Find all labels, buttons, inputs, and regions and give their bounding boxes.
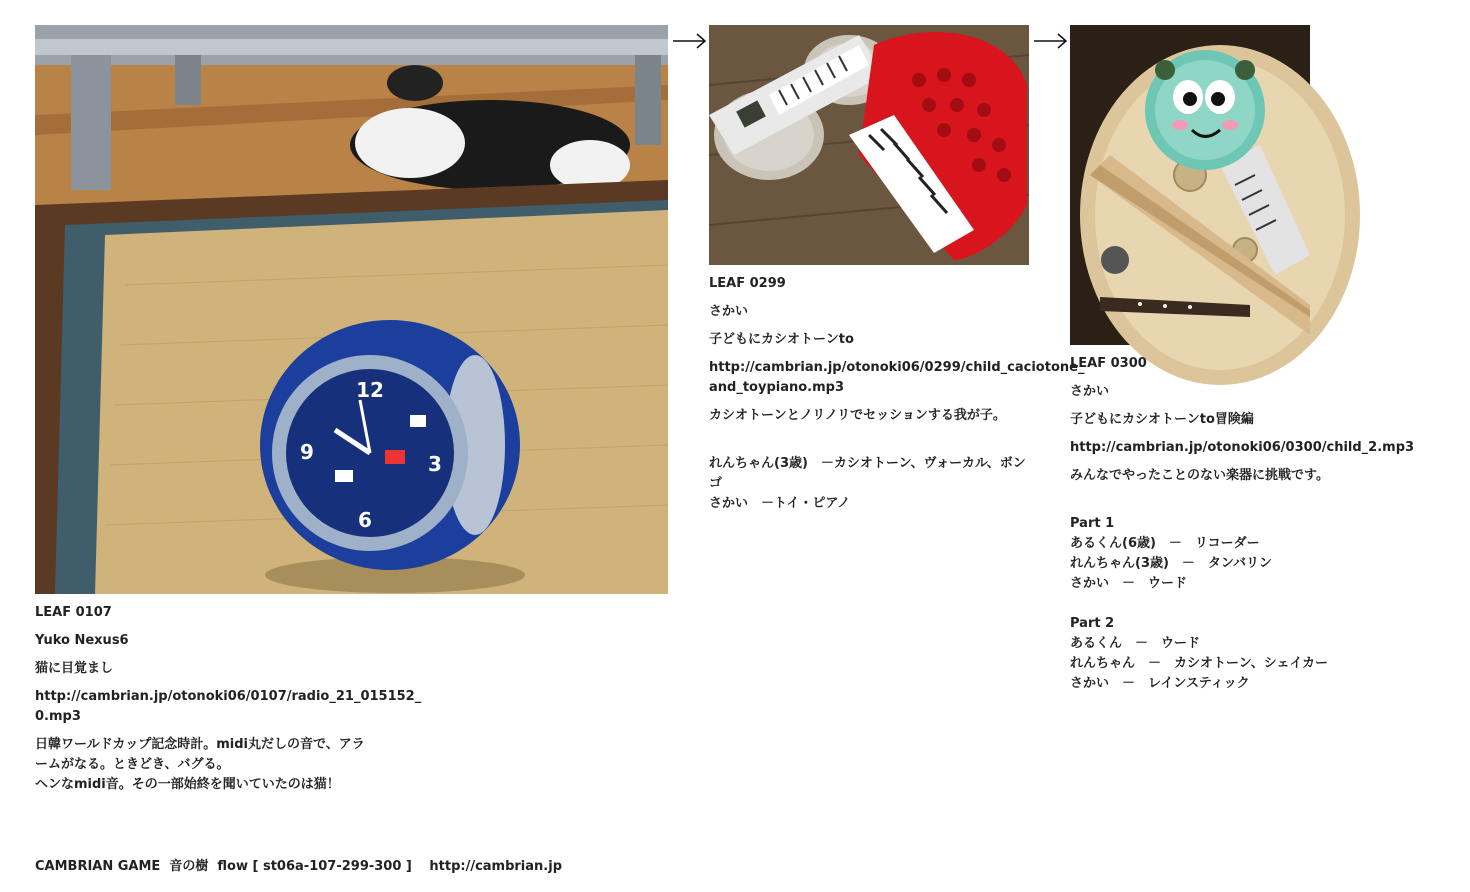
leaf-0299-info [709, 274, 1089, 522]
leaf-author: さかい [709, 304, 749, 319]
leaf-credits-part-1: Part 1 あるくん(6歳) － リコーダー れんちゃん(3歳) － タンバリン さかい － ウード [1070, 516, 1273, 591]
leaf-0300-photo [1070, 25, 1310, 345]
leaf-0299-photo [709, 25, 1029, 265]
leaf-0107-photo [35, 25, 668, 594]
leaf-author: Yuko Nexus6 [35, 633, 129, 648]
leaf-id: LEAF 0299 [709, 276, 786, 291]
leaf-id: LEAF 0107 [35, 605, 112, 620]
leaf-credits-part-2: Part 2 あるくん － ウード れんちゃん － カシオトーン、シェイカー さかい － レインスティック [1070, 616, 1329, 691]
leaf-description: カシオトーンとノリノリでセッションする我が子。 [709, 408, 1006, 423]
leaf-description: みんなでやったことのない楽器に挑戦です。 [1070, 468, 1329, 483]
leaf-0107-info [35, 603, 435, 803]
leaf-credits: れんちゃん(3歳) －カシオトーン、ヴォーカル、ボンゴ さかい －トイ・ピアノ [709, 456, 1026, 511]
leaf-title: 子どもにカシオトーンto [709, 332, 854, 347]
footer-credit: CAMBRIAN GAME 音の樹 flow [ st06a-107-299-300 ] http://cambrian.jp [35, 859, 562, 874]
leaf-id: LEAF 0300 [1070, 356, 1147, 371]
svg-text:3: 3 [428, 452, 442, 476]
leaf-title: 子どもにカシオトーンto冒険編 [1070, 412, 1254, 427]
leaf-title: 猫に目覚まし [35, 661, 114, 676]
leaf-url-link[interactable]: http://cambrian.jp/otonoki06/0107/radio_21_015152_0.mp3 [35, 689, 422, 724]
right-arrow-icon [1034, 33, 1068, 49]
leaf-0300-info [1070, 354, 1415, 702]
right-arrow-icon [673, 33, 707, 49]
leaf-url-link[interactable]: http://cambrian.jp/otonoki06/0300/child_2.mp3 [1070, 440, 1415, 455]
leaf-description: 日韓ワールドカップ記念時計。midi丸だしの音で、アラームがなる。ときどき、バグる。 ヘンなmidi音。その一部始終を聞いていたのは猫！ [35, 737, 365, 792]
leaf-url-link[interactable]: http://cambrian.jp/otonoki06/0299/child_caciotone_and_toypiano.mp3 [709, 360, 1085, 395]
svg-text:6: 6 [358, 508, 372, 532]
svg-text:9: 9 [300, 440, 314, 464]
leaf-author: さかい [1070, 384, 1110, 399]
svg-text:12: 12 [356, 378, 384, 402]
